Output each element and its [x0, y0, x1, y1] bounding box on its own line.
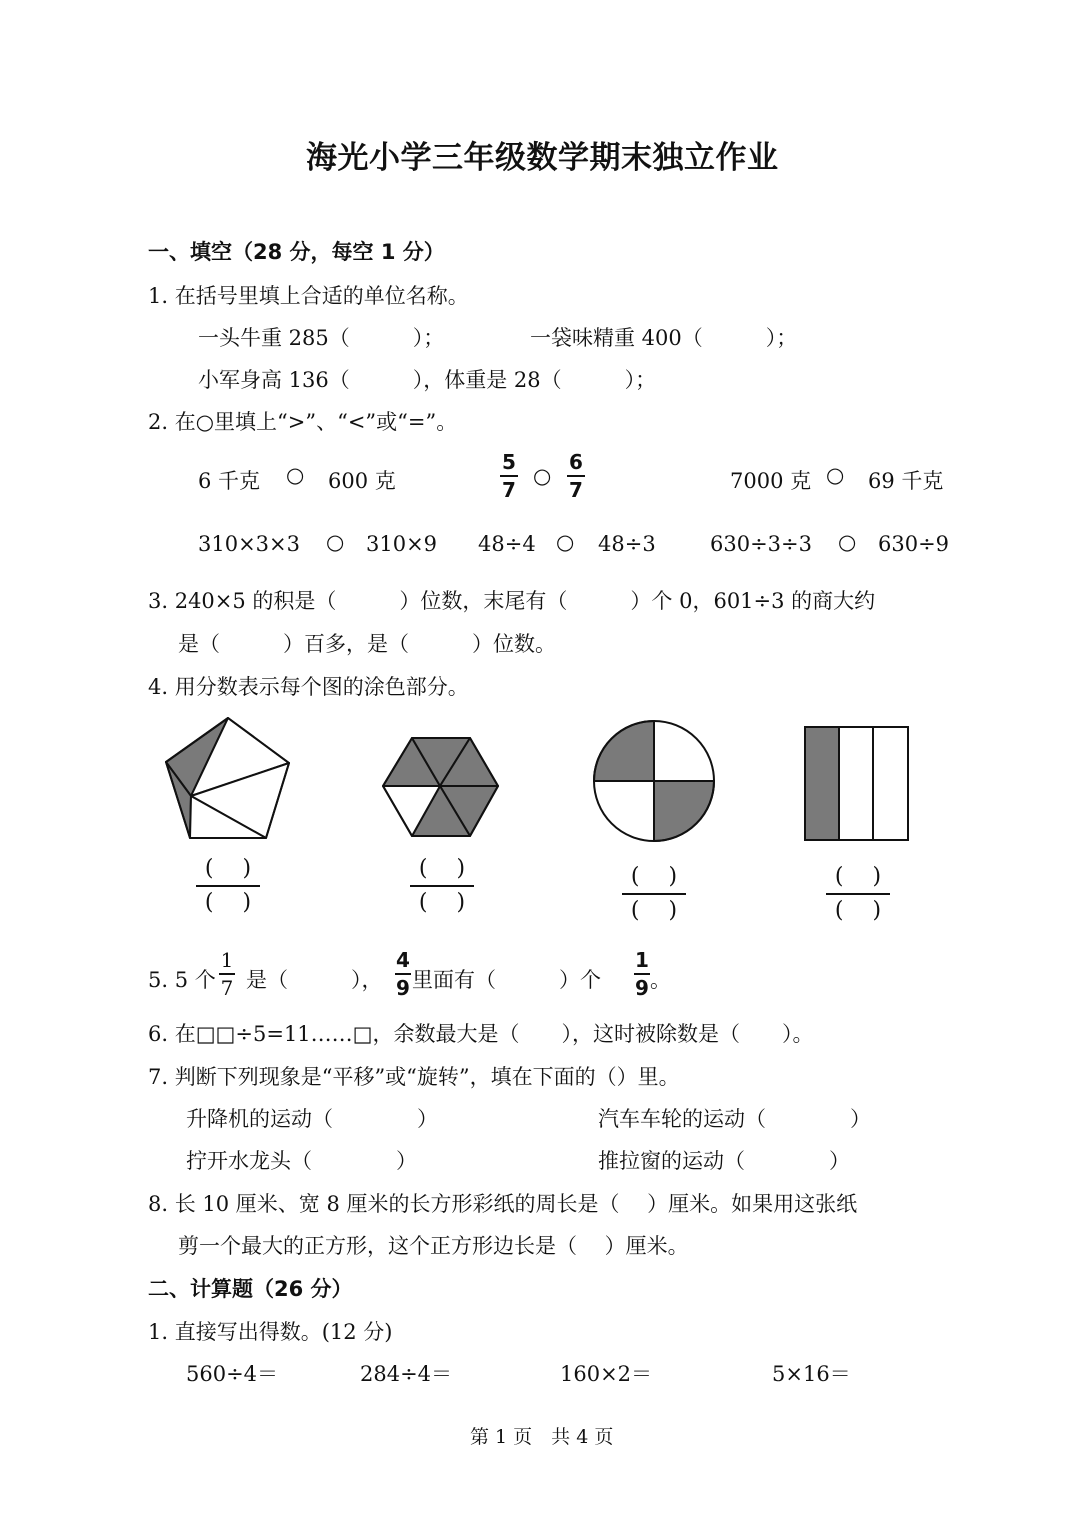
compare-left: 630÷3÷3 [710, 532, 812, 556]
fraction-six-sevenths [567, 452, 585, 500]
section-heading-fill-blank: 一、填空（28 分，每空 1 分） [148, 240, 445, 264]
question-5-part4: 。 [650, 968, 671, 992]
fraction-denominator: 9 [396, 976, 410, 1000]
fraction-four-ninths [395, 950, 411, 998]
answer-fraction-blank [622, 866, 686, 922]
answer-fraction-blank [196, 858, 260, 914]
compare-right: 310×9 [366, 532, 438, 556]
compare-left: 48÷4 [478, 532, 536, 556]
compare-left: 7000 克 [730, 469, 812, 493]
question-3-line1: 3. 240×5 的积是（ ）位数，末尾有（ ）个 0，601÷3 的商大约 [148, 589, 876, 613]
question-5-part1: 5. 5 个 [148, 968, 216, 992]
question-7-item-faucet: 拧开水龙头（ ） [186, 1149, 417, 1173]
fraction-denominator: 7 [569, 478, 583, 502]
question-1-item-cow: 一头牛重 285（ ）； [198, 326, 445, 350]
compare-circle: ○ [556, 530, 575, 554]
fraction-denominator: 9 [635, 976, 649, 1000]
fraction-bar [395, 973, 411, 975]
question-5-part3: 里面有（ ）个 [412, 968, 601, 992]
question-7-item-window: 推拉窗的运动（ ） [598, 1149, 850, 1173]
compare-circle: ○ [286, 463, 305, 487]
question-1-item-msg: 一袋味精重 400（ ）； [530, 326, 798, 350]
answer-numerator-blank: ( ) [834, 864, 882, 889]
pentagon-shape [166, 718, 289, 838]
fraction-bar [567, 475, 585, 477]
fraction-numerator: 5 [502, 450, 516, 474]
compare-right: 69 千克 [868, 469, 944, 493]
compare-right: 630÷9 [878, 532, 950, 556]
fraction-bar [634, 973, 650, 975]
fraction-shapes-figure [160, 712, 920, 852]
fraction-bar [826, 893, 890, 895]
section-heading-calculation: 二、计算题（26 分） [148, 1277, 353, 1301]
calc-item: 284÷4＝ [360, 1362, 453, 1386]
fraction-one-ninth [634, 950, 650, 998]
answer-denominator-blank: ( ) [834, 898, 882, 923]
fraction-numerator: 1 [220, 948, 234, 972]
question-5-part2: 是（ ）， [246, 968, 383, 992]
fraction-one-seventh [219, 950, 235, 998]
compare-right: 600 克 [328, 469, 396, 493]
fraction-numerator: 1 [635, 948, 649, 972]
fraction-numerator: 4 [396, 948, 410, 972]
answer-numerator-blank: ( ) [418, 856, 466, 881]
question-1-text: 1. 在括号里填上合适的单位名称。 [148, 284, 469, 308]
page-footer: 第 1 页 共 4 页 [470, 1426, 614, 1448]
answer-numerator-blank: ( ) [630, 864, 678, 889]
compare-circle: ○ [533, 464, 552, 488]
question-8-line2: 剪一个最大的正方形，这个正方形边长是（ ）厘米。 [178, 1234, 689, 1258]
calc-question-1-text: 1. 直接写出得数。(12 分) [148, 1320, 393, 1344]
page-title: 海光小学三年级数学期末独立作业 [306, 140, 779, 176]
compare-left: 310×3×3 [198, 532, 300, 556]
fraction-bar [196, 885, 260, 887]
answer-denominator-blank: ( ) [630, 898, 678, 923]
answer-denominator-blank: ( ) [418, 890, 466, 915]
calc-item: 5×16＝ [772, 1362, 851, 1386]
question-4-text: 4. 用分数表示每个图的涂色部分。 [148, 675, 469, 699]
question-7-item-elevator: 升降机的运动（ ） [186, 1107, 438, 1131]
question-7-text: 7. 判断下列现象是“平移”或“旋转”，填在下面的（）里。 [148, 1065, 680, 1089]
question-3-line2: 是（ ）百多，是（ ）位数。 [178, 632, 556, 656]
question-7-item-wheel: 汽车车轮的运动（ ） [598, 1107, 871, 1131]
calc-item: 160×2＝ [560, 1362, 653, 1386]
question-6-text: 6. 在□□÷5=11……□，余数最大是（ ），这时被除数是（ ）。 [148, 1022, 814, 1046]
fraction-bar [410, 885, 474, 887]
compare-right: 48÷3 [598, 532, 656, 556]
answer-denominator-blank: ( ) [204, 890, 252, 915]
answer-fraction-blank [410, 858, 474, 914]
compare-circle: ○ [326, 530, 345, 554]
question-8-line1: 8. 长 10 厘米、宽 8 厘米的长方形彩纸的周长是（ ）厘米。如果用这张纸 [148, 1192, 858, 1216]
fraction-denominator: 7 [502, 478, 516, 502]
circle-shape [594, 721, 714, 841]
calc-item: 560÷4＝ [186, 1362, 279, 1386]
answer-numerator-blank: ( ) [204, 856, 252, 881]
fraction-denominator: 7 [220, 976, 234, 1000]
fraction-bar [219, 973, 235, 975]
compare-circle: ○ [838, 530, 857, 554]
question-2-text: 2. 在○里填上“>”、“<”或“=”。 [148, 410, 458, 434]
fraction-numerator: 6 [569, 450, 583, 474]
fraction-bar [622, 893, 686, 895]
compare-left: 6 千克 [198, 469, 261, 493]
compare-circle: ○ [826, 463, 845, 487]
fraction-bar [500, 475, 518, 477]
rectangle-shape [805, 727, 908, 840]
question-1-item-height: 小军身高 136（ ），体重是 28（ ）； [198, 368, 657, 392]
fraction-five-sevenths [500, 452, 518, 500]
answer-fraction-blank [826, 866, 890, 922]
hexagon-shape [383, 738, 498, 836]
